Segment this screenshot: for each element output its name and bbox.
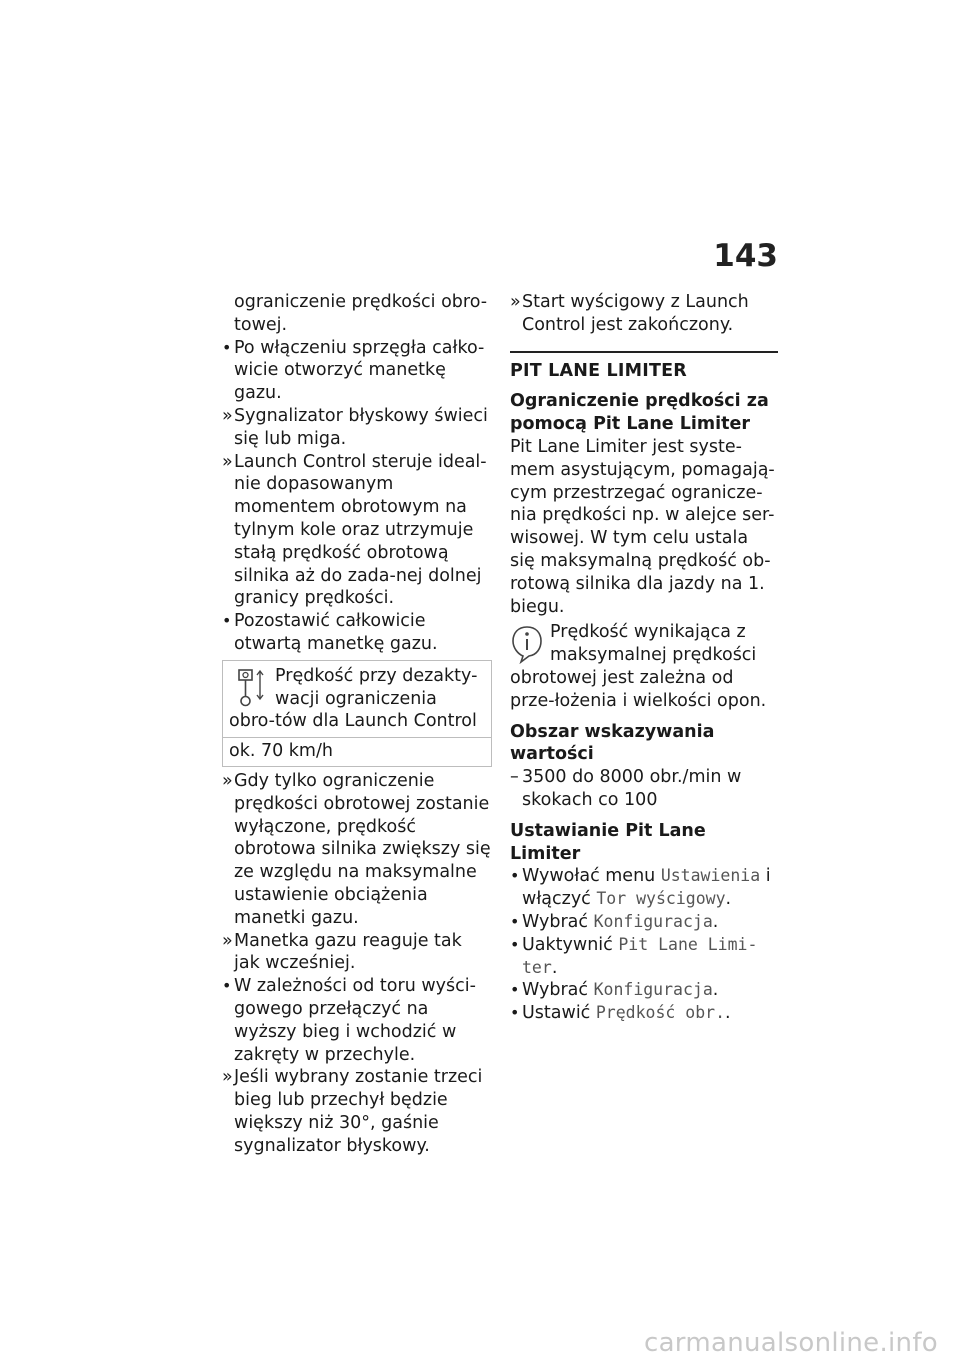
spec-label: Prędkość przy dezakty-wacji ograniczenia obro-tów dla Launch Control — [229, 665, 478, 732]
left-column — [222, 291, 492, 1157]
step-item — [510, 911, 778, 934]
dash-marker: – — [510, 767, 519, 788]
subheading: Obszar wskazywania wartości — [510, 721, 715, 765]
step-text: Wybrać — [522, 980, 594, 1001]
step-text: . — [551, 957, 558, 978]
list-item — [222, 337, 492, 405]
menu-code: Prędkość obr. — [595, 1003, 726, 1023]
list-item — [510, 291, 778, 337]
step-text: . — [712, 911, 719, 932]
page-number: 143 — [713, 238, 778, 274]
right-column — [510, 291, 778, 1025]
bullet-marker: • — [222, 976, 232, 996]
bullet-marker: • — [222, 337, 232, 357]
step-item — [510, 1002, 778, 1025]
bullet-marker: • — [510, 980, 520, 1000]
info-icon — [510, 624, 544, 664]
bullet-marker: • — [510, 1003, 520, 1023]
bullet-marker: • — [510, 866, 520, 886]
continued-text: ograniczenie prędkości obro-towej. — [234, 292, 488, 335]
list-item-text: Sygnalizator błyskowy świeci się lub miga. — [234, 405, 488, 449]
watermark: carmanualsonline.info — [643, 1328, 938, 1358]
info-note — [510, 621, 778, 712]
step-text: Uaktywnić — [522, 934, 619, 955]
menu-code: Ustawienia — [660, 866, 761, 886]
list-item — [222, 1066, 492, 1157]
step-text: . — [725, 889, 732, 910]
list-item-text: Jeśli wybrany zostanie trzeci bieg lub przechył będzie większy niż 30°, gaśnie sygnalizator błyskowy. — [234, 1067, 483, 1156]
result-marker: » — [222, 770, 233, 791]
step-text: Wybrać — [522, 911, 594, 932]
menu-code: Konfiguracja — [593, 911, 713, 931]
list-item-text: Manetka gazu reaguje tak jak wcześniej. — [234, 930, 462, 974]
list-item — [222, 930, 492, 976]
list-item-text: Launch Control steruje ideal-nie dopasowanym momentem obrotowym na tylnym kole oraz utrzymuje stałą prędkość obrotową silnika aż do zada-nej dolnej granicy prędkości. — [234, 451, 487, 609]
bullet-marker: • — [510, 911, 520, 931]
step-item — [510, 934, 778, 980]
list-item — [222, 451, 492, 611]
engine-speed-limit-icon — [233, 665, 269, 709]
bullet-marker: • — [510, 934, 520, 954]
result-marker: » — [222, 930, 233, 951]
range-text: 3500 do 8000 obr./min w skokach co 100 — [522, 767, 742, 810]
step-item — [510, 865, 778, 911]
spec-box — [222, 660, 492, 767]
section-title: PIT LANE LIMITER — [510, 351, 778, 383]
body-paragraph: Pit Lane Limiter jest syste-mem asystującym, pomagają-cym przestrzegać ogranicze-nia prędkości np. w alejce ser-wisowej. W tym celu ustala się maksymalną prędkość ob-rotową silnika dla jazdy na 1. biegu. — [510, 436, 775, 617]
subheading: Ograniczenie prędkości za pomocą Pit Lane Limiter — [510, 391, 769, 435]
list-item — [222, 405, 492, 451]
result-marker: » — [510, 292, 521, 312]
menu-code: Konfiguracja — [593, 980, 713, 1000]
step-text: . — [712, 980, 719, 1001]
list-item-text: Start wyścigowy z Launch Control jest zakończony. — [522, 292, 749, 335]
list-item-text: W zależności od toru wyści-gowego przełączyć na wyższy bieg i wchodzić w zakręty w przechyle. — [234, 976, 476, 1065]
step-text: Wywołać menu — [522, 866, 661, 887]
menu-code: Pit Lane Limi-ter — [522, 934, 758, 977]
result-marker: » — [222, 405, 233, 426]
step-text: . — [725, 1003, 731, 1024]
subheading: Ustawianie Pit Lane Limiter — [510, 820, 706, 864]
step-text: Ustawić — [522, 1003, 596, 1024]
list-item-text: Pozostawić całkowicie otwartą manetkę gazu. — [234, 611, 438, 654]
result-marker: » — [222, 1067, 233, 1088]
result-marker: » — [222, 451, 233, 472]
note-text: Prędkość wynikająca z maksymalnej prędkości obrotowej jest zależna od prze-łożenia i wielkości opon. — [510, 622, 767, 711]
list-item-text: Po włączeniu sprzęgła całko-wicie otworzyć manetkę gazu. — [234, 337, 485, 404]
step-item — [510, 979, 778, 1002]
range-item — [510, 766, 778, 812]
step-text: i włączyć — [522, 866, 771, 910]
spec-value: ok. 70 km/h — [223, 737, 491, 766]
menu-code: Tor wyścigowy — [596, 889, 726, 909]
list-item — [222, 610, 492, 656]
list-item — [222, 975, 492, 1066]
list-item — [222, 770, 492, 930]
bullet-marker: • — [222, 611, 232, 631]
spec-header — [223, 661, 491, 737]
list-item-text: Gdy tylko ograniczenie prędkości obrotowej zostanie wyłączone, prędkość obrotowa silnika zwiększy się ze względu na maksymalne ustawienie obciążenia manetki gazu. — [234, 770, 491, 928]
